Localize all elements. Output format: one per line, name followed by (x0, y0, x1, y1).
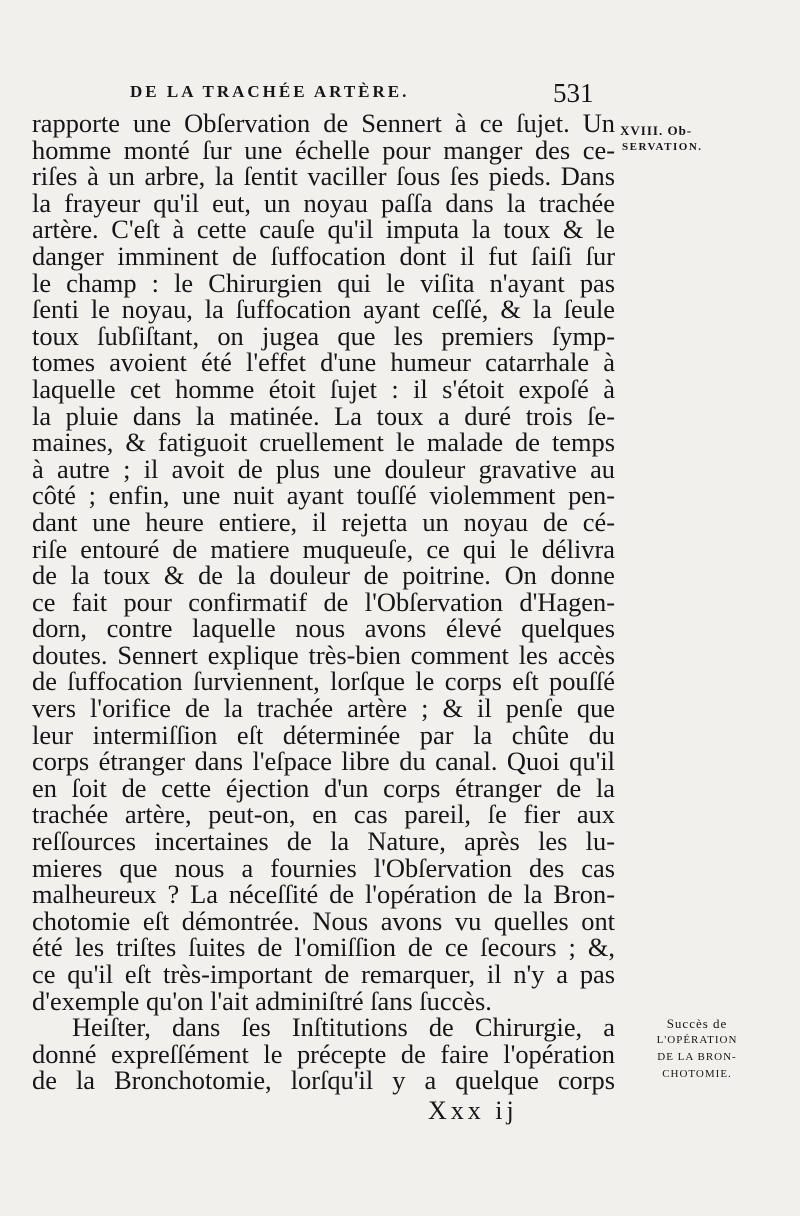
text-line: leur intermiſſion eſt déterminée par la chûte du (32, 719, 615, 750)
text-line: riſe entouré de matiere muqueuſe, ce qui le délivra (32, 533, 615, 564)
text-line: dant une heure entiere, il rejetta un noyau de cé- (32, 506, 615, 537)
text-line: homme monté ſur une échelle pour manger des ce- (32, 134, 615, 165)
text-line: dorn, contre laquelle nous avons élevé quelques (32, 613, 615, 644)
text-line: mieres que nous a fournies l'Obſervation des cas (32, 852, 615, 883)
text-line: malheureux ? La néceſſité de l'opération de la Bron- (32, 879, 615, 910)
text-line: tomes avoient été l'effet d'une humeur catarrhale à (32, 347, 615, 378)
text-line: ſenti le noyau, la ſuffocation ayant ceſſé, & la ſeule (32, 294, 615, 325)
text-line: de la Bronchotomie, lorſqu'il y a quelque corps (32, 1065, 615, 1096)
text-line: Heiſter, dans ſes Inſtitutions de Chirurgie, a (72, 1012, 615, 1043)
text-line: reſſources incertaines de la Nature, après les lu- (32, 826, 615, 857)
text-line: d'exemple qu'on l'ait adminiſtré ſans ſuccès. (32, 985, 492, 1016)
text-line: côté ; enfin, une nuit ayant touſſé violemment pen- (32, 480, 615, 511)
text-line: rapporte une Obſervation de Sennert à ce ſujet. Un (32, 108, 615, 138)
text-line: doutes. Sennert explique très-bien comment les accès (32, 639, 615, 670)
margin-note-line: Succès de (666, 1016, 728, 1031)
text-line: la frayeur qu'il eut, un noyau paſſa dans la trachée (32, 187, 615, 218)
margin-note-line: SERVATION. (622, 141, 703, 153)
text-line: la pluie dans la matinée. La toux a duré trois ſe- (32, 400, 615, 431)
margin-note-line: L'OPÉRATION (656, 1034, 738, 1046)
text-line: trachée artère, peut-on, en cas pareil, ſe fier aux (32, 799, 615, 830)
text-line: à autre ; il avoit de plus une douleur gravative au (32, 453, 615, 484)
page-number: 531 (553, 78, 594, 108)
body-text (32, 110, 615, 1094)
text-line: corps étranger dans l'eſpace libre du canal. Quoi qu'il (32, 746, 615, 777)
margin-note-line: CHOTOMIE. (662, 1068, 732, 1080)
text-line: toux ſubſiſtant, on jugea que les premiers ſymp- (32, 320, 615, 351)
text-line: été les triſtes ſuites de l'omiſſion de ce ſecours ; &, (32, 932, 615, 963)
text-line: chotomie eſt démontrée. Nous avons vu quelles ont (32, 905, 615, 936)
margin-note-observation (620, 122, 795, 156)
text-line: de la toux & de la douleur de poitrine. On donne (32, 560, 615, 591)
margin-note-line: DE LA BRON- (657, 1051, 737, 1063)
signature-mark: Xxx ij (428, 1096, 518, 1125)
margin-note-success (622, 1015, 772, 1083)
running-title: DE LA TRACHÉE ARTÈRE. (130, 82, 410, 101)
text-line: en ſoit de cette éjection d'un corps étranger de la (32, 772, 615, 803)
text-line: ce qu'il eſt très-important de remarquer, il n'y a pas (32, 959, 615, 989)
text-line: de ſuffocation ſurviennent, lorſque le corps eſt pouſſé (32, 666, 615, 697)
text-line: vers l'orifice de la trachée artère ; & il penſe que (32, 693, 615, 724)
text-line: ce fait pour confirmatif de l'Obſervation d'Hagen- (32, 586, 615, 617)
margin-note-line: XVIII. Ob- (620, 123, 693, 138)
text-line: laquelle cet homme étoit ſujet : il s'étoit expoſé à (32, 373, 615, 404)
text-line: donné expreſſément le précepte de faire l'opération (32, 1038, 615, 1069)
text-line: le champ : le Chirurgien qui le viſita n'ayant pas (32, 267, 615, 298)
text-line: riſes à un arbre, la ſentit vaciller ſous ſes pieds. Dans (32, 161, 615, 192)
text-line: danger imminent de ſuffocation dont il fut ſaiſi ſur (32, 240, 615, 271)
text-line: artère. C'eſt à cette cauſe qu'il imputa la toux & le (32, 214, 615, 245)
text-line: maines, & fatiguoit cruellement le malade de temps (32, 427, 615, 458)
